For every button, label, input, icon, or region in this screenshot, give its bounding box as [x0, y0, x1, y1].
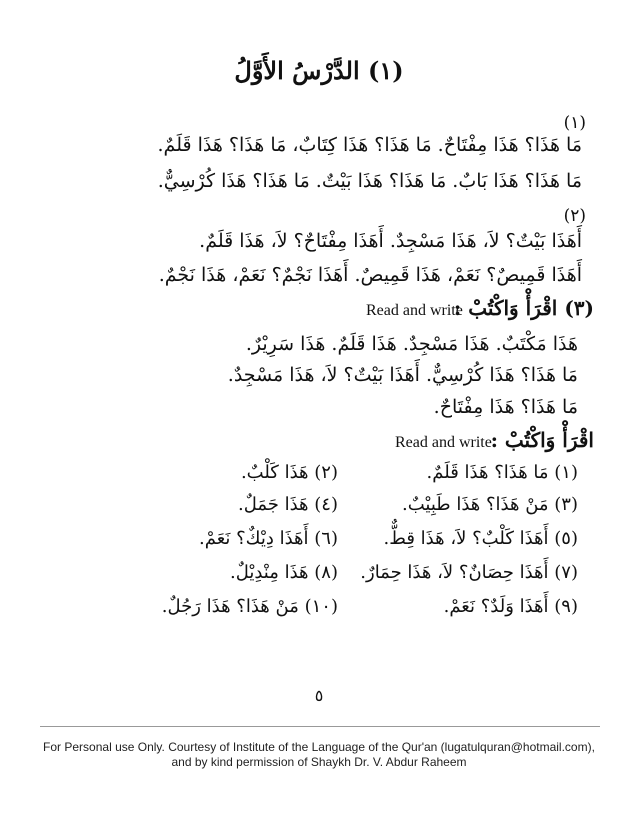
lesson-title: (١) الدَّرْسُ الأَوَّلُ [234, 56, 404, 85]
exercise-item: (٧) أَهَذَا حِصَانٌ؟ لاَ، هَذَا حِمَارٌ. [360, 562, 578, 583]
page-number: ٥ [314, 686, 324, 705]
exercise-item: (٥) أَهَذَا كَلْبٌ؟ لاَ، هَذَا قِطٌّ. [383, 528, 578, 549]
section-4-english-heading: Read and write [395, 434, 492, 451]
section-3-line: مَا هَذَا؟ هَذَا كُرْسِيٌّ. أَهَذَا بَيْتٌ؟ لاَ، هَذَا مَسْجِدٌ. [227, 364, 578, 386]
section-1-label: (١) [563, 113, 586, 133]
section-4-heading: اقْرَأْ وَاكْتُبْ : [490, 428, 594, 452]
exercise-item: (٨) هَذَا مِنْدِيْلٌ. [230, 562, 338, 583]
section-3-line: مَا هَذَا؟ هَذَا مِفْتَاحٌ. [433, 396, 578, 418]
footer-line: and by kind permission of Shaykh Dr. V. Abdur Raheem [171, 755, 467, 769]
exercise-item: (٢) هَذَا كَلْبٌ. [240, 462, 338, 483]
section-1-line: مَا هَذَا؟ هَذَا بَابٌ. مَا هَذَا؟ هَذَا بَيْتٌ. مَا هَذَا؟ هَذَا كُرْسِيٌّ. [157, 170, 582, 192]
exercise-item: (٤) هَذَا جَمَلٌ. [238, 494, 338, 515]
section-3-line: هَذَا مَكْتَبٌ. هَذَا مَسْجِدٌ. هَذَا قَلَمٌ. هَذَا سَرِيْرٌ. [245, 333, 578, 355]
section-2-line: أَهَذَا بَيْتٌ؟ لاَ، هَذَا مَسْجِدٌ. أَهَذَا مِفْتَاحٌ؟ لاَ، هَذَا قَلَمٌ. [199, 230, 582, 252]
exercise-item: (٩) أَهَذَا وَلَدٌ؟ نَعَمْ. [443, 596, 578, 617]
exercise-item: (١٠) مَنْ هَذَا؟ هَذَا رَجُلٌ. [161, 596, 338, 617]
section-3-english-heading: Read and write [366, 302, 463, 319]
section-3-heading: (٣) اقْرَأْ وَاكْتُبْ : [453, 296, 594, 320]
exercise-item: (٦) أَهَذَا دِيْكٌ؟ نَعَمْ. [199, 528, 338, 549]
section-2-line: أَهَذَا قَمِيصٌ؟ نَعَمْ، هَذَا قَمِيصٌ. أَهَذَا نَجْمٌ؟ نَعَمْ، هَذَا نَجْمٌ. [158, 264, 582, 286]
section-2-label: (٢) [563, 206, 586, 226]
footer-line: For Personal use Only. Courtesy of Institute of the Language of the Qur'an (lugatulquran@hotmail.com), [43, 740, 595, 754]
exercise-item: (١) مَا هَذَا؟ هَذَا قَلَمٌ. [426, 462, 578, 483]
exercise-item: (٣) مَنْ هَذَا؟ هَذَا طَبِيْبٌ. [402, 494, 578, 515]
section-1-line: مَا هَذَا؟ هَذَا مِفْتَاحٌ. مَا هَذَا؟ هَذَا كِتَابٌ، مَا هَذَا؟ هَذَا قَلَمٌ. [157, 134, 582, 156]
footer-divider [40, 726, 600, 727]
footer-note [0, 740, 638, 770]
